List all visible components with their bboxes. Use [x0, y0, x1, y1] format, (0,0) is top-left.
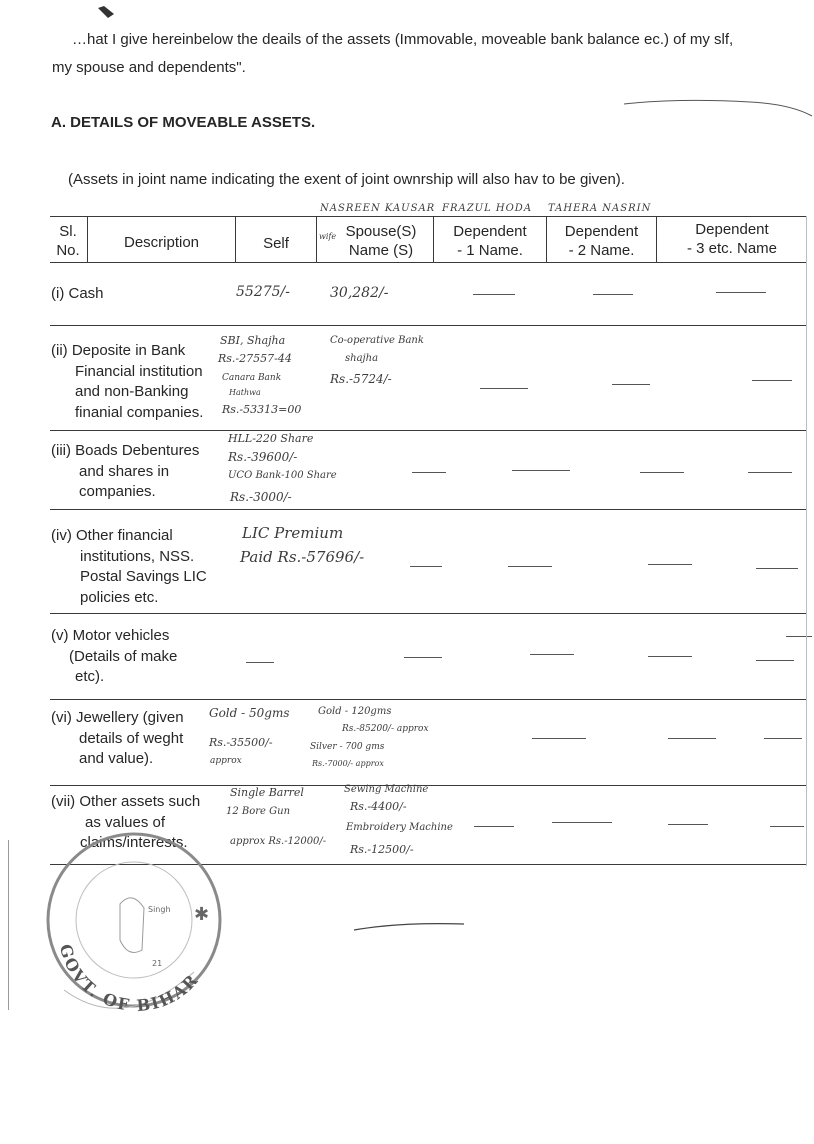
- header-spouse-prefix: wife: [319, 232, 337, 241]
- row-jewellery-spouse-gold: Gold - 120gms: [318, 706, 392, 717]
- row-vehicles-label: [51, 626, 177, 688]
- row-deposit-self-branch2: Hathwa: [229, 388, 261, 397]
- seal-inner-text-2: 21: [152, 959, 163, 968]
- table-top-rule: [50, 216, 806, 217]
- row-deposit-self-bank1: SBI, Shajha: [220, 334, 286, 347]
- header-spouse-l1: Spouse(S): [345, 223, 417, 240]
- row-other-self-bore: 12 Bore Gun: [226, 806, 291, 817]
- row-bonds-self-amt1: Rs.-39600/-: [228, 450, 298, 464]
- row-jewellery-self-approx: approx: [210, 756, 242, 766]
- row-deposit-label-l3: and non-Banking: [75, 383, 189, 400]
- row-bonds-spouse-dash: [412, 472, 446, 473]
- row-bonds-label: [51, 441, 199, 503]
- header-dep1-l1: Dependent: [453, 223, 527, 240]
- scan-mark-icon: [94, 4, 120, 28]
- row-cash-label: (i) Cash: [51, 285, 104, 302]
- row-jewellery-label-l3: and value).: [79, 750, 154, 767]
- row-deposit-label-l4: finanial companies.: [75, 403, 204, 421]
- row-other-label-l2: as values of: [85, 813, 166, 831]
- row-deposit-label: [51, 341, 203, 423]
- row-other-dep2-dash: [552, 822, 612, 823]
- row-rule-5: [50, 699, 806, 700]
- header-dependent-2: [547, 222, 656, 260]
- row-jewellery-self-gold: Gold - 50gms: [209, 706, 290, 720]
- row-jewellery-label-l2: details of weght: [79, 729, 184, 747]
- row-deposit-spouse-amt: Rs.-5724/-: [330, 372, 392, 386]
- header-dep1-l2: - 1 Name.: [457, 242, 523, 259]
- header-dep3-l2: - 3 etc. Name: [686, 240, 778, 257]
- row-cash-dep1-dash: [473, 294, 515, 295]
- pen-stroke-top: [620, 94, 814, 120]
- row-deposit-spouse-branch: shajha: [345, 353, 379, 364]
- row-cash-spouse: 30,282/-: [330, 285, 389, 301]
- scan-left-edge: [8, 840, 9, 1010]
- col-divider-3: [316, 216, 317, 262]
- row-other-edge-dash: [770, 826, 804, 827]
- row-bonds-label-l3: companies.: [79, 483, 156, 500]
- row-other-self-gun: Single Barrel: [230, 786, 304, 799]
- header-sl: Sl.: [59, 223, 77, 240]
- row-deposit-label-l1: (ii) Deposite in Bank: [51, 342, 186, 359]
- row-jewellery-label: [51, 708, 184, 770]
- header-sl-no: [50, 222, 86, 260]
- row-financial-label: [51, 526, 207, 608]
- header-spouse: [330, 222, 432, 260]
- dependent2-name-handwritten: TAHERA NASRIN: [548, 203, 652, 214]
- header-dependent-3: [657, 220, 807, 258]
- row-cash-dep2-dash: [593, 294, 633, 295]
- row-deposit-label-l2: Financial institution: [75, 362, 203, 380]
- row-financial-label-l3: Postal Savings LIC: [80, 568, 207, 585]
- header-description: Description: [123, 234, 200, 251]
- row-financial-label-l4: policies etc.: [80, 588, 159, 606]
- row-other-spouse-sewing-amt: Rs.-4400/-: [350, 800, 407, 813]
- seal-ring-text: GOVT. OF BIHAR: [55, 942, 203, 1016]
- dependent1-name-handwritten: FRAZUL HODA: [442, 203, 533, 214]
- row-other-spouse-embroidery: Embroidery Machine: [346, 822, 453, 833]
- row-jewellery-dep2-dash: [668, 738, 716, 739]
- row-deposit-dep2-dash: [612, 384, 650, 385]
- row-other-spouse-sewing: Sewing Machine: [344, 784, 429, 795]
- row-other-self-amt: approx Rs.-12000/-: [230, 836, 327, 847]
- row-financial-self-amt: Paid Rs.-57696/-: [240, 548, 365, 566]
- header-dependent-1: [434, 222, 546, 260]
- row-jewellery-dep3-dash: [764, 738, 802, 739]
- row-other-label-l3: claims/interests.: [80, 834, 188, 851]
- row-vehicles-edge-dash: [786, 636, 812, 637]
- row-vehicles-label-l2: (Details of make: [69, 647, 178, 665]
- row-financial-label-l2: institutions, NSS.: [80, 547, 195, 565]
- row-deposit-self-amt2: Rs.-53313=00: [222, 403, 302, 416]
- row-vehicles-self-dash: [246, 662, 274, 663]
- section-title: A. DETAILS OF MOVEABLE ASSETS.: [51, 114, 316, 131]
- row-cash-self: 55275/-: [236, 284, 290, 300]
- row-financial-label-l1: (iv) Other financial: [51, 527, 173, 544]
- row-other-dep1-dash: [474, 826, 514, 827]
- row-jewellery-spouse-silver-amt: Rs.-7000/- approx: [312, 759, 384, 768]
- row-jewellery-label-l1: (vi) Jewellery (given: [51, 709, 184, 726]
- row-jewellery-spouse-amt: Rs.-85200/- approx: [342, 724, 429, 734]
- row-rule-2: [50, 430, 806, 431]
- row-deposit-self-amt1: Rs.-27557-44: [218, 352, 292, 365]
- row-bonds-self-uco: UCO Bank-100 Share: [228, 470, 337, 481]
- row-financial-spouse-dash: [410, 566, 442, 567]
- row-bonds-dep1-dash: [512, 470, 570, 471]
- govt-seal-stamp: [24, 820, 224, 1020]
- row-financial-dep3-dash: [756, 568, 798, 569]
- header-dep3-l1: Dependent: [695, 221, 769, 238]
- row-other-label-l1: (vii) Other assets such: [51, 793, 201, 810]
- row-deposit-spouse-bank: Co-operative Bank: [330, 335, 424, 346]
- spouse-name-handwritten: NASREEN KAUSAR: [320, 203, 436, 214]
- row-jewellery-dep1-dash: [532, 738, 586, 739]
- row-deposit-dep3-dash: [752, 380, 792, 381]
- row-jewellery-self-amt: Rs.-35500/-: [209, 736, 273, 749]
- row-vehicles-label-l3: etc).: [75, 668, 105, 685]
- pen-stroke-bottom: [350, 916, 466, 934]
- row-vehicles-spouse-dash: [404, 657, 442, 658]
- row-vehicles-dep1-dash: [530, 654, 574, 655]
- row-financial-dep1-dash: [508, 566, 552, 567]
- svg-text:✱: ✱: [194, 904, 210, 925]
- row-rule-4: [50, 613, 806, 614]
- row-deposit-self-bank2: Canara Bank: [222, 373, 282, 383]
- row-vehicles-label-l1: (v) Motor vehicles: [51, 627, 170, 644]
- header-spouse-l2: Name (S): [348, 242, 414, 259]
- row-bonds-label-l2: and shares in: [79, 462, 170, 480]
- row-cash-dep3-dash: [716, 292, 766, 293]
- header-self: Self: [263, 235, 289, 252]
- row-vehicles-dep2-dash: [648, 656, 692, 657]
- seal-inner-text: Singh: [148, 905, 171, 914]
- header-dep2-l2: - 2 Name.: [568, 242, 635, 259]
- header-dep2-l1: Dependent: [564, 223, 639, 240]
- intro-line-2: my spouse and dependents".: [52, 59, 246, 76]
- row-jewellery-spouse-silver: Silver - 700 gms: [310, 742, 385, 752]
- row-vehicles-dep3-dash: [756, 660, 794, 661]
- joint-ownership-note: (Assets in joint name indicating the exent of joint ownrship will also hav to be given).: [68, 171, 625, 188]
- row-other-spouse-embroidery-amt: Rs.-12500/-: [350, 843, 414, 856]
- header-no: No.: [56, 242, 80, 259]
- row-bonds-dep3-dash: [748, 472, 792, 473]
- row-deposit-dep1-dash: [480, 388, 528, 389]
- row-rule-1: [50, 325, 806, 326]
- row-other-dep3-dash: [668, 824, 708, 825]
- row-bonds-dep2-dash: [640, 472, 684, 473]
- scan-right-edge: [806, 216, 807, 866]
- table-header-rule: [50, 262, 806, 263]
- row-financial-self-lic: LIC Premium: [242, 524, 344, 542]
- row-bonds-label-l1: (iii) Boads Debentures: [51, 442, 200, 459]
- row-bonds-self-hll: HLL-220 Share: [228, 432, 314, 445]
- row-bonds-self-amt2: Rs.-3000/-: [230, 490, 292, 504]
- row-financial-dep2-dash: [648, 564, 692, 565]
- intro-line-1: …hat I give hereinbelow the deails of the assets (Immovable, moveable bank balance ec.) of my slf,: [72, 31, 734, 48]
- row-rule-3: [50, 509, 806, 510]
